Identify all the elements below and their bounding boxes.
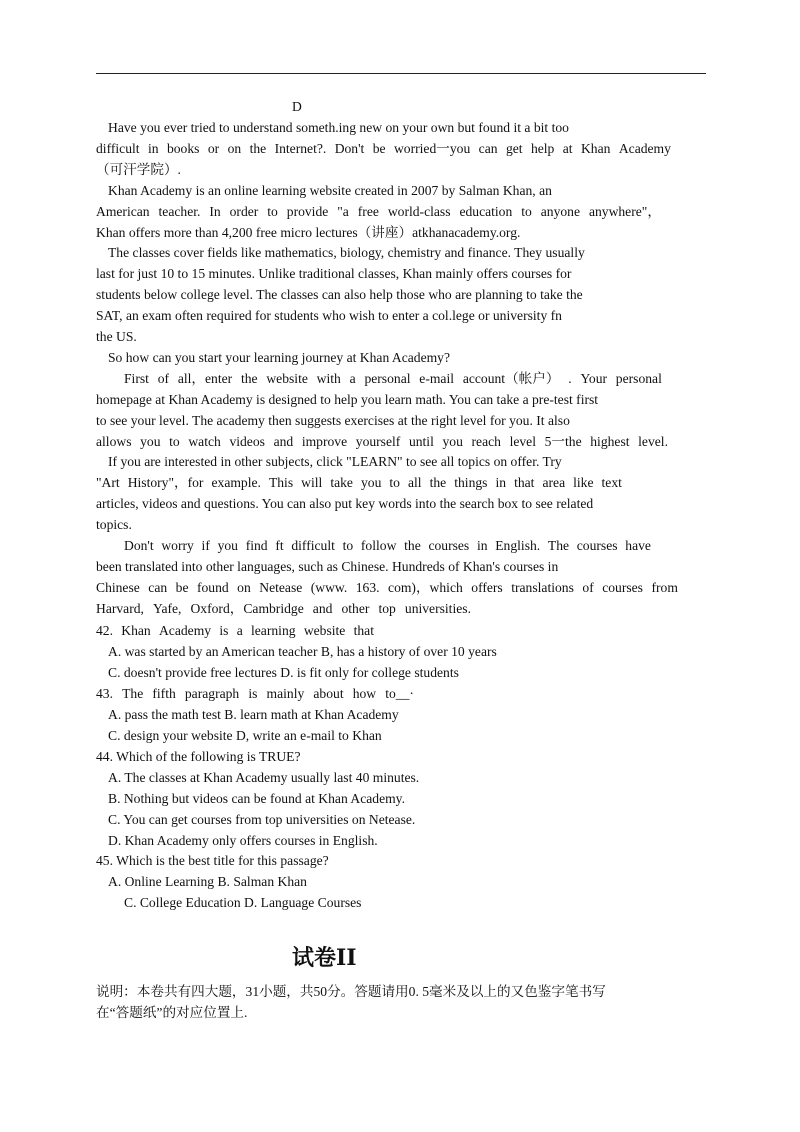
passage-line: last for just 10 to 15 minutes. Unlike traditional classes, Khan mainly offers courses for bbox=[96, 266, 572, 282]
passage-line: （可汗学院）. bbox=[96, 161, 181, 177]
passage-line: the US. bbox=[96, 329, 137, 344]
passage-line: Have you ever tried to understand someth.ing new on your own but found it a bit too bbox=[108, 120, 569, 135]
question-option: C. design your website D, write an e-mail to Khan bbox=[108, 727, 382, 743]
passage-line: Harvard, Yafe, Oxford，Cambridge and other top universities. bbox=[96, 600, 471, 616]
passage-line: Don't worry if you find ft difficult to follow the courses in English. The courses have bbox=[124, 538, 651, 553]
question-option: C. doesn't provide free lectures D. is fit only for college students bbox=[108, 664, 459, 680]
passage-line: The classes cover fields like mathematics, biology, chemistry and finance. They usually bbox=[108, 245, 585, 261]
question-option: A. pass the math test B. learn math at Khan Academy bbox=[108, 706, 399, 722]
passage-line: to see your level. The academy then suggests exercises at the right level for you. It also bbox=[96, 412, 570, 428]
header-rule bbox=[96, 73, 706, 74]
question-option: D. Khan Academy only offers courses in English. bbox=[108, 832, 378, 848]
question-option: C. College Education D. Language Courses bbox=[124, 895, 362, 911]
passage-line: homepage at Khan Academy is designed to help you learn math. You can take a pre-test first bbox=[96, 391, 599, 407]
passage-line: SAT, an exam often required for students who wish to enter a col.lege or university fn bbox=[96, 308, 562, 324]
passage-line: allows you to watch videos and improve yourself until you reach level 5一the highest level. bbox=[96, 433, 668, 449]
passage-line: "Art History"，for example. This will take you to all the things in that area like text bbox=[96, 475, 622, 491]
question-stem: 43. The fifth paragraph is mainly about how to__· bbox=[96, 685, 414, 701]
passage-line: difficult in books or on the Internet?. Don't be worried一you can get help at Khan Academy bbox=[96, 140, 671, 156]
question-stem: 44. Which of the following is TRUE? bbox=[96, 748, 301, 764]
passage-line: topics. bbox=[96, 517, 132, 533]
question-option: B. Nothing but videos can be found at Khan Academy. bbox=[108, 790, 405, 806]
question-option: A. Online Learning B. Salman Khan bbox=[108, 874, 307, 890]
question-stem: 45. Which is the best title for this passage? bbox=[96, 853, 329, 869]
section-note-line-2: 在“答题纸”的对应位置上. bbox=[96, 1005, 248, 1020]
passage-line: students below college level. The classes can also help those who are planning to take the bbox=[96, 287, 583, 303]
question-option: A. The classes at Khan Academy usually last 40 minutes. bbox=[108, 769, 420, 785]
passage-letter: D bbox=[292, 99, 302, 114]
section-note-line-1: 说明：本卷共有四大题，31小题，共50分。答题请用0. 5毫米及以上的又色鉴字笔书写 bbox=[96, 984, 606, 999]
question-option: C. You can get courses from top universities on Netease. bbox=[108, 811, 416, 827]
passage-line: Chinese can be found on Netease (www. 163. com)，which offers translations of courses from bbox=[96, 579, 678, 595]
passage-line: If you are interested in other subjects, click "LEARN" to see all topics on offer. Try bbox=[108, 454, 562, 470]
passage-line: First of all，enter the website with a personal e-mail account（帐户） . Your personal bbox=[124, 370, 662, 386]
question-stem: 42. Khan Academy is a learning website that bbox=[96, 623, 374, 638]
passage-line: Khan Academy is an online learning website created in 2007 by Salman Khan, an bbox=[108, 182, 552, 198]
passage-line: been translated into other languages, such as Chinese. Hundreds of Khan's courses in bbox=[96, 558, 559, 574]
passage-line: articles, videos and questions. You can also put key words into the search box to see related bbox=[96, 496, 594, 512]
passage-line: American teacher. In order to provide "a free world-class education to anyone anywhere"， bbox=[96, 203, 661, 219]
passage-line: So how can you start your learning journey at Khan Academy? bbox=[108, 349, 451, 365]
section-title: 试卷II bbox=[292, 945, 357, 971]
passage-line: Khan offers more than 4,200 free micro lectures（讲座）atkhanacademy.org. bbox=[96, 224, 521, 240]
question-option: A. was started by an American teacher B, has a history of over 10 years bbox=[108, 643, 497, 659]
